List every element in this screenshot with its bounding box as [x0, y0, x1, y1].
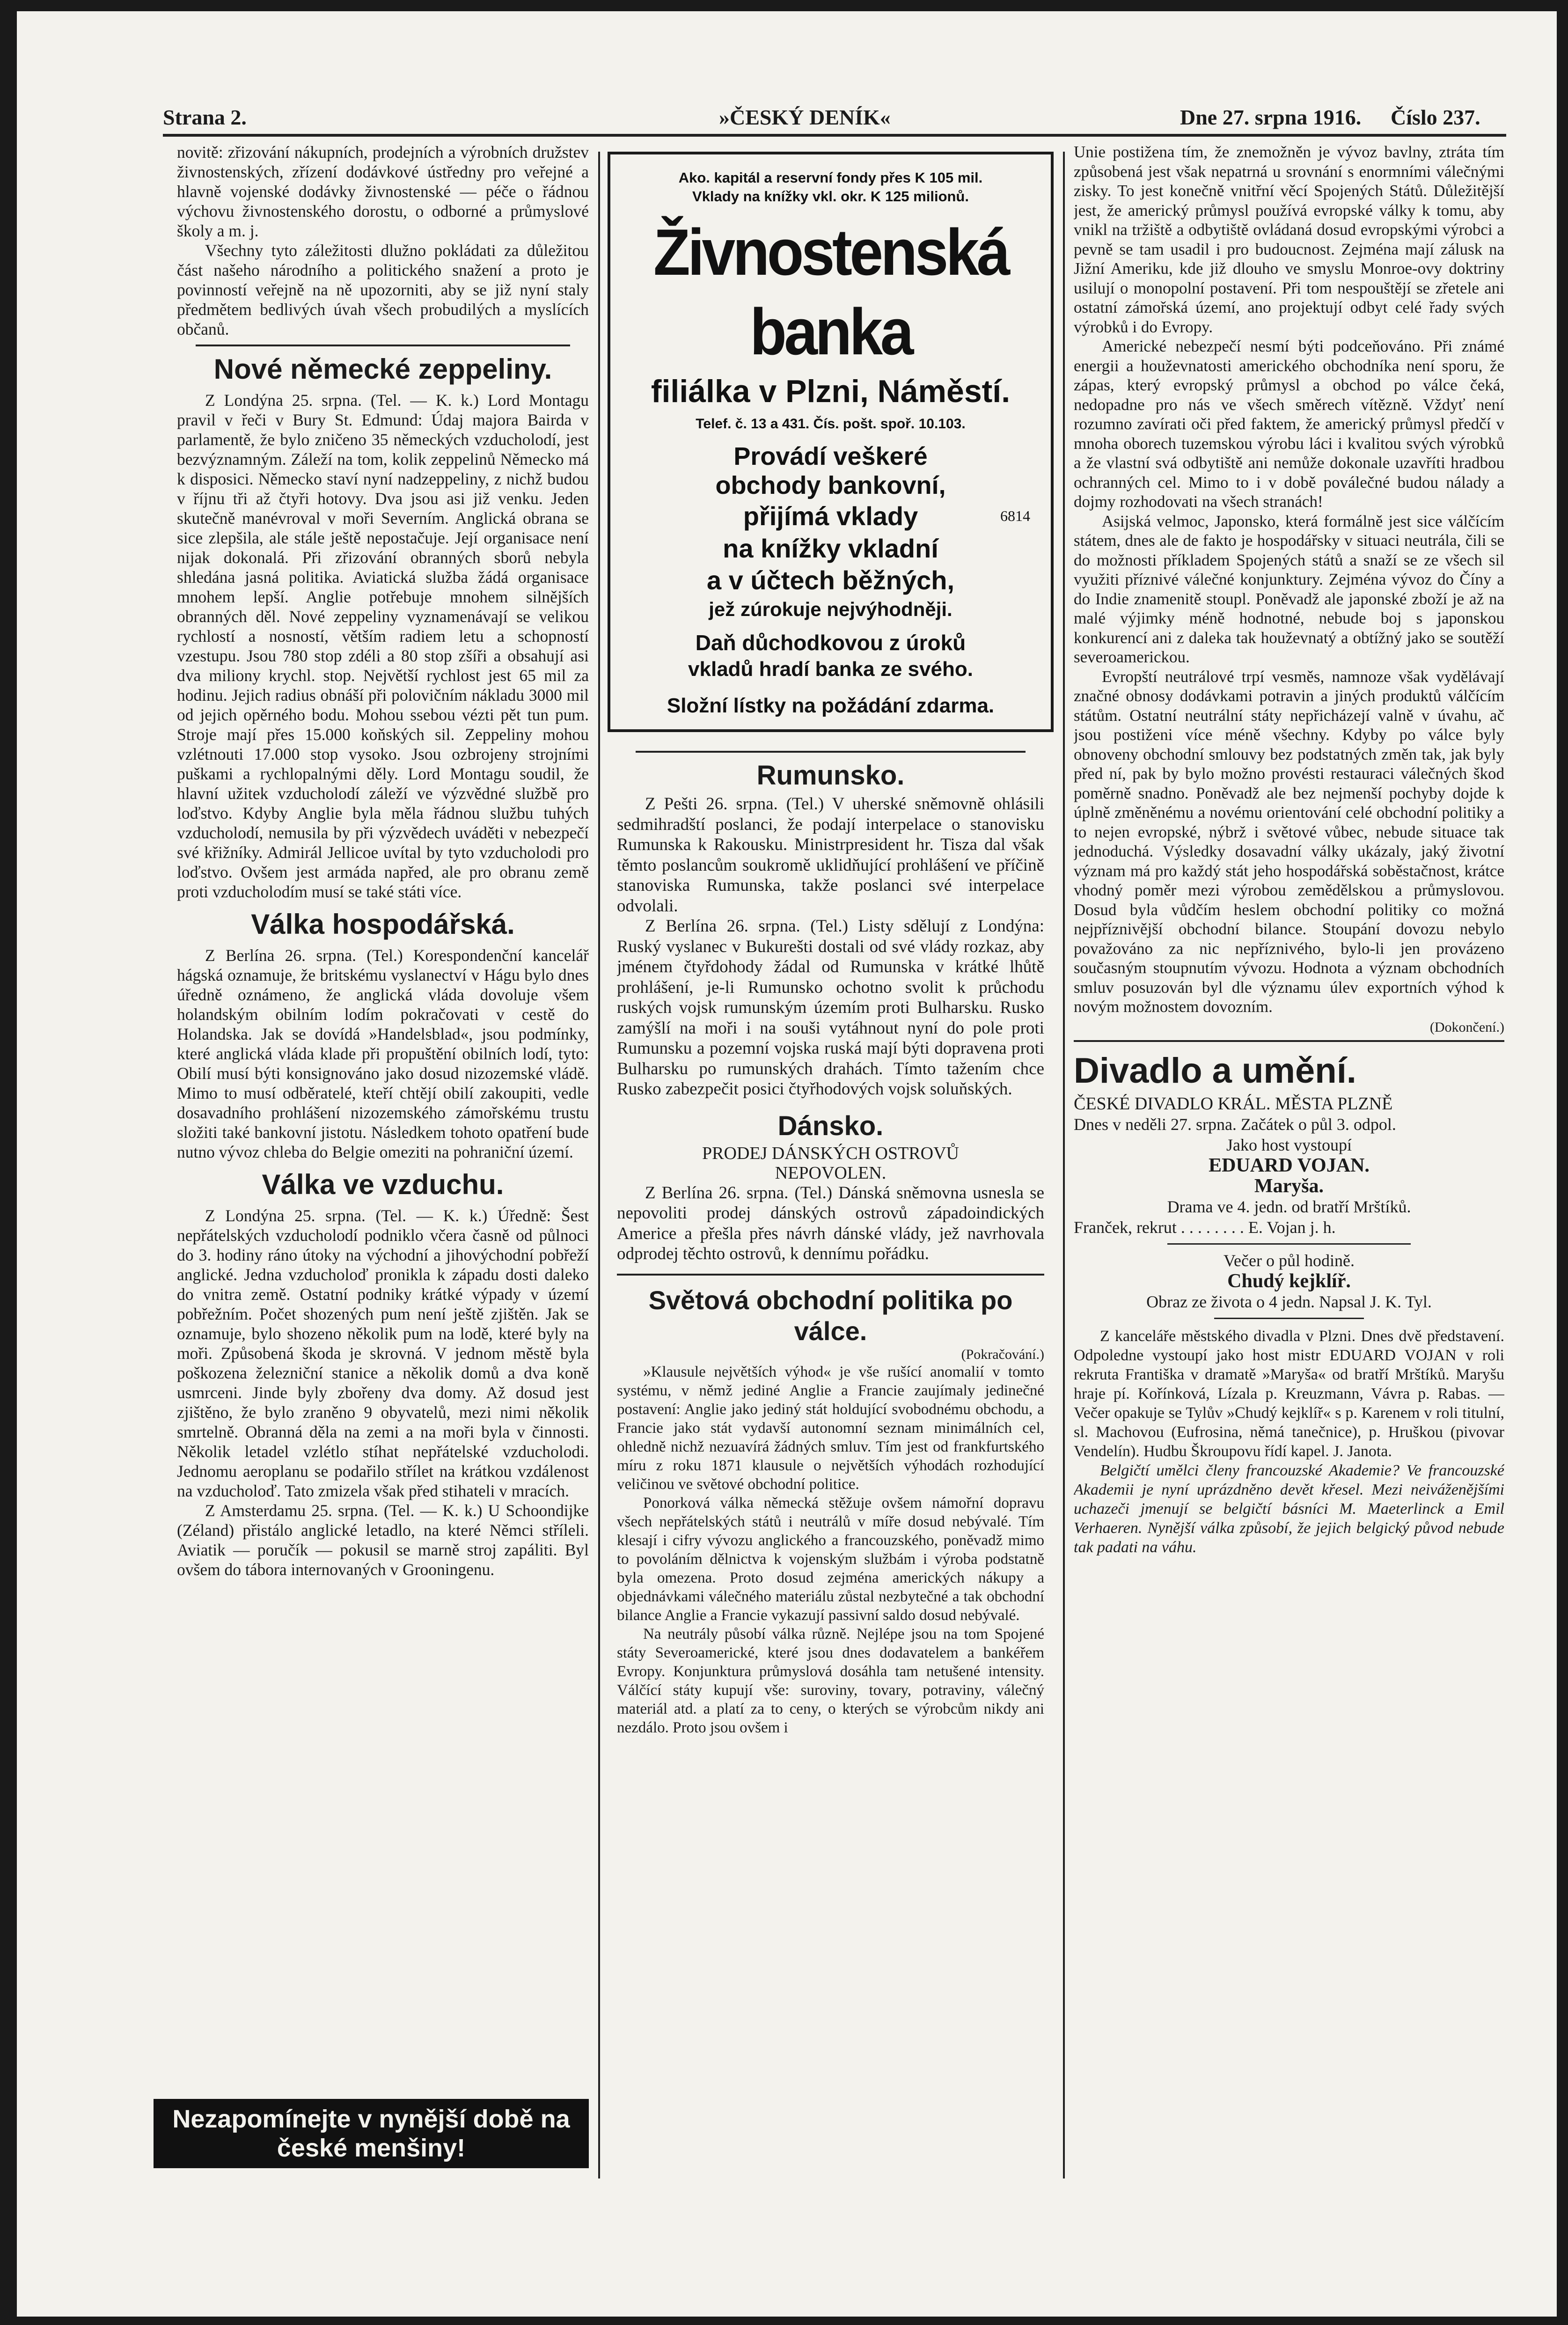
- article-paragraph: Americké nebezpečí nesmí býti podceňováno. Při známé energii a houževnatosti amerického obchodníka není sporu, že zápas, který evropský průmysl a obchod po válce čeká, nedopadne pro nás ve všech směrech vítězně. Vždyť není rozumno zavírati oči před faktem, že americký průmysl předčí v mnoha oborech tuzemskou výrobu láci i kvalitou svých výrobků a že vlastní svá odbytiště ani nemůže dokonale uzavříti hradbou ochranných cel. Mimo to i v době poválečné budou nálady a dojmy rozhodovati na všech stranách!: [1074, 337, 1504, 511]
- bank-advertisement: [608, 152, 1054, 732]
- column-3: [1074, 142, 1504, 2183]
- play-cast: Franček, rekrut . . . . . . . . E. Vojan j. h.: [1074, 1218, 1336, 1237]
- paper-title: »ČESKÝ DENÍK«: [719, 105, 891, 129]
- play-description: Drama ve 4. jedn. od bratří Mrštíků.: [1167, 1197, 1411, 1216]
- section-divider: [1214, 1318, 1364, 1319]
- denmark-article: [617, 1183, 1044, 1264]
- denmark-headline: Dánsko.: [777, 1110, 884, 1141]
- article-paragraph: Z Londýna 25. srpna. (Tel. — K. k.) Úředně: Šest nepřátelských vzducholodí podniklo včera časně od půlnoci do 3. hodiny ráno útoky na východní a jihovýchodní pobřeží anglické. Jedna vzducholoď pronikla k západu dosti daleko do vnitra země. Ostatní podniky krátké výpady v území pobřežním. Počet shozených pum není ještě zjištěn. Jak se oznamuje, bylo shozeno několik pum na lodě, které byly na moři. Způsobená škoda je skrovná. V jednom městě byla poškozena železniční stanice a několik domů a dva koně usmrceni. Jinde byly zbořeny dva domy. Až dosud jest zjištěno, že bylo zraněno 9 obyvatelů, mezi nimi několik smrtelně. Obranná děla na zemi a na moři byla v činnosti. Několik letadel vzlétlo stíhat nepřátelské vzducholodi. Jednomu aeroplanu se podařilo střílet na krátkou vzdálenost na vzducholoď. Tato zmizela však před stihateli v mracích.: [177, 1206, 589, 1500]
- article-paragraph: Z Amsterdamu 25. srpna. (Tel. — K. k.) U Schoondijke (Zéland) přistálo anglické letadlo, na které Němci stříleli. Aviatik — poručík — pokusil se marně stroj zapáliti. Byl ovšem do tábora internovaných v Grooningenu.: [177, 1501, 589, 1579]
- trade-article-continued: [1074, 142, 1504, 1017]
- bank-deposit-text: přijímá vklady: [743, 501, 918, 531]
- ad-code: 6814: [1000, 507, 1030, 524]
- article-paragraph: Z kanceláře městského divadla v Plzni. Dnes dvě představení. Odpoledne vystoupí jako host mistr EDUARD VOJAN v roli rekruta Františka v dramatě »Maryša« od bratří Mrštíků. Maryšu hraje pí. Kořínková, Lízala p. Kreuzmann, Vávra p. Rabas. — Večer opakuje se Tylův »Chudý kejklíř« s p. Karenem v roli titulní, sl. Machovou (Eufrosina, němá tanečnice), p. Hruškou (pivovar Vendelín). Hudbu Škroupovu řídí kapel. J. Janota.: [1074, 1327, 1504, 1460]
- economic-war-headline: Válka hospodářská.: [251, 909, 515, 940]
- section-divider: [196, 345, 570, 346]
- world-trade-headline: Světová obchodní politika po válce.: [648, 1285, 1013, 1346]
- romania-article: [617, 794, 1044, 1100]
- theatre-schedule: Dnes v neděli 27. srpna. Začátek o půl 3. odpol.: [1074, 1115, 1396, 1134]
- article-paragraph: Z Berlína 26. srpna. (Tel.) Listy sdělují z Londýna: Ruský vyslanec v Bukurešti dostali od své vlády rozkaz, aby jménem čtyřdohody žádal od Rumunska v krátké lhůtě prohlášení, je-li Rumunsko ochotno svolit k průchodu ruských vojsk rumunským územím proti Bulharsku. Rusko zamýšlí na moři i na souši vytáhnout nyní do pole proti Rumunsku a pozemní vojska ruská mají býti dopravena proti Bulharsku po rumunských drahách. Tímto tažením chce Rusko zabezpečit posici čtyřhodových vojsk soluňských.: [617, 917, 1044, 1099]
- bank-deposits-line: [622, 500, 1040, 533]
- denmark-subtitle: PRODEJ DÁNSKÝCH OSTROVŮ NEPOVOLEN.: [702, 1143, 959, 1183]
- theatre-guest-line: Jako host vystoupí: [1226, 1135, 1352, 1154]
- bank-slips: Složní lístky na požádání zdarma.: [667, 694, 995, 717]
- article-paragraph: Asijská velmoc, Japonsko, která formálně jest sice válčícím státem, dnes ale de fakto je hospodářsky v situaci neutrála, čili se do možnosti příkladem Spojených států a snaží se ze všech sil využiti příznivé válečné konjunktury. Zejména vývoz do Číny a do Indie znamenitě stoupl. Poněvadž ale japonské zboží je až na malé výjimky méně hodnotné, nebude boj s japonskou konkurencí ani z daleka tak houževnatý a obtížný jako se soutěží severoamerickou.: [1074, 512, 1504, 666]
- column-rule-1: [598, 152, 600, 2178]
- section-divider: [1074, 1040, 1504, 1042]
- bank-branch: filiálka v Plzni, Náměstí.: [651, 374, 1011, 409]
- bank-capital: Ako. kapitál a reservní fondy přes K 105 mil.: [678, 169, 983, 186]
- play-title: Maryša.: [1254, 1175, 1324, 1197]
- article-paragraph: Z Berlína 26. srpna. (Tel.) Dánská sněmovna usnesla se nepovoliti prodej dánských ostrovů západoindických Americe a přešla přes návrh dánské vlády, jež navrhovala odprodej těchto ostrovů, k dennímu pořádku.: [617, 1183, 1044, 1263]
- article-paragraph: Ponorková válka německá stěžuje ovšem námořní dopravu všech nepřátelských států i neutrálů v míře dosud nebývalé. Tím klesají i cifry vývozu anglického a francouzského, poněvadž mimo to povoláním dělnictva k vojenským službám i výroba podstatně byla omezena. Proto dosud zejména amerických nákupy a objednávkami válečného materiálu zůstal nezbytečné a tak obchodní bilance Anglie a Francie vykazují passivní saldo dosud nebývalé.: [617, 1494, 1044, 1624]
- article-paragraph: »Klausule největších výhod« je vše rušící anomalií v tomto systému, v němž jediné Anglie a Francie zaujímaly jedinečné postavení: Anglie jako jediný stát holdující svobodnému obchodu, a Francie jako stát vydavší autonomní seznam minimálních cel, ohledně nichž nezuavírá žádných smluv. Tím jest od frankfurtského míru z roku 1871 klausule o největších výhodách rozhodující veličinou ve světové obchodní politice.: [617, 1363, 1044, 1493]
- air-war-headline: Válka ve vzduchu.: [262, 1169, 504, 1200]
- intro-article: [177, 142, 589, 339]
- theatre-news: [1074, 1327, 1504, 1557]
- section-divider: [636, 751, 1026, 753]
- bank-tax: vkladů hradí banka ze svého.: [688, 658, 973, 681]
- issue-number: Číslo 237.: [1391, 105, 1480, 129]
- intro-paragraph: Všechny tyto záležitosti dlužno pokládati za důležitou část našeho národního a politického snažení a proto je povinností veřejně na ně upozorniti, aby se již nyní staly předmětem bedlivých úvah všech probudilých a myslících občanů.: [177, 241, 589, 338]
- bank-deposit-text: na knížky vkladní: [723, 534, 938, 563]
- bank-services: Provádí veškeré: [733, 442, 928, 470]
- article-paragraph: Z Pešti 26. srpna. (Tel.) V uherské sněmovně ohlásili sedmihradští poslanci, že podají interpelace o stanovisku Rumunska k Rakousku. Ministrpresident hr. Tisza dal však těmto poslancům soukromě uklidňující prohlášení ve příčině stanoviska Rumunska, takže poslanci své interpelace odvolali.: [617, 794, 1044, 916]
- theatre-headline: Divadlo a umění.: [1074, 1050, 1356, 1091]
- newspaper-page: [17, 11, 1557, 2317]
- theatre-guest: EDUARD VOJAN.: [1209, 1154, 1370, 1176]
- end-note: (Dokončení.): [1429, 1019, 1504, 1035]
- issue-date: Dne 27. srpna 1916.: [1180, 105, 1362, 129]
- bank-interest: jež zúrokuje nejvýhodněji.: [709, 598, 953, 620]
- world-trade-article: [617, 1363, 1044, 1737]
- play-description: Obraz ze života o 4 jedn. Napsal J. K. Tyl.: [1146, 1292, 1432, 1311]
- article-paragraph: Belgičtí umělci členy francouzské Akademie? Ve francouzské Akademii je nyní uprázdněno devět křesel. Mezi neiváženějšími uchazeči jmenují se belgičtí básníci M. Maeterlinck a Emil Verhaeren. Nynější válka způsobí, že jejich belgický původ nebude tak padati na váhu.: [1074, 1461, 1504, 1556]
- article-paragraph: Evropští neutrálové trpí vesměs, namnoze však vydělávají značné obnosy dodávkami potravin a jiných produktů válčícím státům. Ostatní neutrální státy nepřicházejí valně v úvahu, ač jsou postiženi více méně všechny. Kdyby po válce byly obnoveny obchodní smlouvy bez podstatných změn tak, jak byly před ní, pak by bylo možno provésti restauraci válečných škod poměrně snadno. Poněvadž ale bez nejmenší pochyby dojde k úplně změněnému a novému orientování celé obchodní politiky a to nejen evropské, nýbrž i světové vůbec, nebude situace tak jednoduchá. Výsledky dosavadní války ukázaly, jaký životní význam má pro každý stát jeho hospodářská soběstačnost, krátce vhodný poměr mezi výrobou zemědělskou a průmyslovou. Dosud byla vůdčím heslem obchodní politiky co možná nejpříznivější obchodní bilance. Stoupání dovozu nebylo považováno za nic nepříznivého, bylo-li jen provázeno současným stoupnutím vývozu. Hodnota a význam obchodních smluv posuzován byl dle významu úlev exportních výhod k novým možnostem dovozním.: [1074, 667, 1504, 1016]
- minorities-banner: Nezapomínejte v nynější době na české menšiny!: [154, 2099, 589, 2168]
- bank-tax: Daň důchodkovou z úroků: [695, 631, 966, 655]
- economic-war-article: [177, 946, 589, 1162]
- article-paragraph: Z Berlína 26. srpna. (Tel.) Korespondenční kancelář hágská oznamuje, že britskému vyslanectví v Hágu bylo dnes úředně oznámeno, že anglická vláda dovoluje všem holandským obilním lodím pokračovati v cestě do Holandska. Jak se dovídá »Handelsblad«, jsou podmínky, které anglická vláda klade při propuštění obilních lodí, tyto: Obilí musí býti konsignováno jako dosud nizozemské vládě. Mimo to musí odběratelé, kteří chtějí obilí zakoupiti, vedle dosavadního prohlášení nizozemského zámořskému trustu složiti také bankovní jistotu. Následkem tohoto opatření bude nutno vývoz chleba do Belgie omeziti na pohraniční území.: [177, 946, 589, 1161]
- air-war-article: [177, 1206, 589, 1579]
- evening-show: Večer o půl hodině.: [1224, 1251, 1355, 1270]
- bank-name: Živnostenská banka: [653, 215, 1008, 368]
- column-rule-2: [1063, 152, 1065, 2178]
- page-number: Strana 2.: [163, 105, 247, 129]
- romania-headline: Rumunsko.: [756, 760, 905, 791]
- bank-phones: Telef. č. 13 a 431. Čís. pošt. spoř. 10.103.: [696, 416, 966, 432]
- theatre-institution: ČESKÉ DIVADLO KRÁL. MĚSTA PLZNĚ: [1074, 1093, 1393, 1114]
- bank-services: obchody bankovní,: [715, 471, 946, 499]
- column-2: [617, 751, 1044, 2183]
- article-paragraph: Unie postižena tím, že znemožněn je vývoz bavlny, ztráta tím způsobená jest však nepatrná u srovnání s enormními válečnými zisky. To jest konečně vnitřní věcí Spojených Států. Důležitější jest, že americký průmysl používá evropské války k tomu, aby vnikl na tržiště a odbytiště ovládaná dosud evropskými výrobci a pevně se tam usadil i pro budoucnost. Zejména mají zálusk na Jižní Ameriku, kde již dlouho ve smyslu Monroe-ovy doktriny usilují o monopolní postavení. Při tom nespouštějí se zřetele ani ostatní zámořská území, ano projektují odbyt celé řady svých výrobků i do Evropy.: [1074, 143, 1504, 336]
- zeppelins-headline: Nové německé zeppeliny.: [213, 353, 552, 385]
- bank-deposits: Vklady na knížky vkl. okr. K 125 milionů.: [692, 188, 969, 205]
- article-paragraph: Z Londýna 25. srpna. (Tel. — K. k.) Lord Montagu pravil v řeči v Bury St. Edmund: Údaj majora Bairda v parlamentě, že bylo zničeno 35 německých vzducholodí, jest bezvýznamným. Záleží na tom, kolik zeppelinů Německo má k disposici. Německo staví nyní nadzeppeliny, z nichž budou v říjnu tři až čtyři hotovy. Dva jsou asi již venku. Jeden skutečně manévroval v moři Severním. Anglická obrana se sice zlepšila, ale stále ještě nepostačuje. Její organisace není nijak dokonalá. Při zřizování obranných sborů nebyla shledána jasná politika. Aviatická služba žádá organisace mnohem lepší. Anglie potřebuje mnohem silnějších obranných děl. Nové zeppeliny vyznamenávají se velikou rychlostí a nosností, větším radiem letu a schopností vzestupu. Jsou 780 stop zdéli a 80 stop zšíři a obsahují asi dva miliony krychl. stop. Největší rychlost jest 65 mil za hodinu. Jejich radius obnáší při polovičním nákladu 3000 mil od jejich opěrného bodu. Mohou ssebou vézti pět tun pum. Stroje mají přes 15.000 koňských sil. Zeppeliny mohou vzlétnouti 17.000 stop vysoko. Jsou ozbrojeny strojními puškami a rychlopalnými děly. Lord Montagu soudil, že hlavní užitek vzducholodí záleží ve výzvědné službě pro loďstvo. Kdyby Anglie byla měla řádnou službu tuhých vzducholodí, nemusila by při výzvědech uváděti v nebezpečí své křižníky. Admirál Jellicoe uvítal by tyto vzducholodi pro loďstvo. Ovšem jest armáda napřed, ale pro obranu země proti vzducholodím musí se také státi více.: [177, 391, 589, 901]
- play-title: Chudý kejklíř.: [1227, 1270, 1351, 1292]
- column-1: [177, 142, 589, 2099]
- section-divider: [1167, 1243, 1411, 1245]
- continuation-note: (Pokračování.): [961, 1346, 1044, 1362]
- masthead-rule: [163, 134, 1506, 137]
- bank-deposit-text: a v účtech běžných,: [706, 565, 955, 595]
- article-paragraph: Na neutrály působí válka různě. Nejlépe jsou na tom Spojené státy Severoamerické, které jsou dnes dodavatelem a bankéřem Evropy. Konjunktura průmyslová dosáhla tam netušené intensity. Válčící státy kupují vše: suroviny, tovary, potraviny, válečný materiál atd. a platí za to ceny, o kterých se výrobcům nikdy ani nezdálo. Proto jsou ovšem i: [617, 1625, 1044, 1736]
- intro-paragraph: novitě: zřizování nákupních, prodejních a výrobních družstev živnostenských, zřízení dodávkové ústředny pro veřejné a hlavně vojenské dodávky živnostenské — péče o řádnou výchovu živnostenského dorostu, o odborné a průmyslové školy a m. j.: [177, 143, 589, 240]
- zeppelins-article: [177, 390, 589, 902]
- section-divider: [617, 1274, 1044, 1276]
